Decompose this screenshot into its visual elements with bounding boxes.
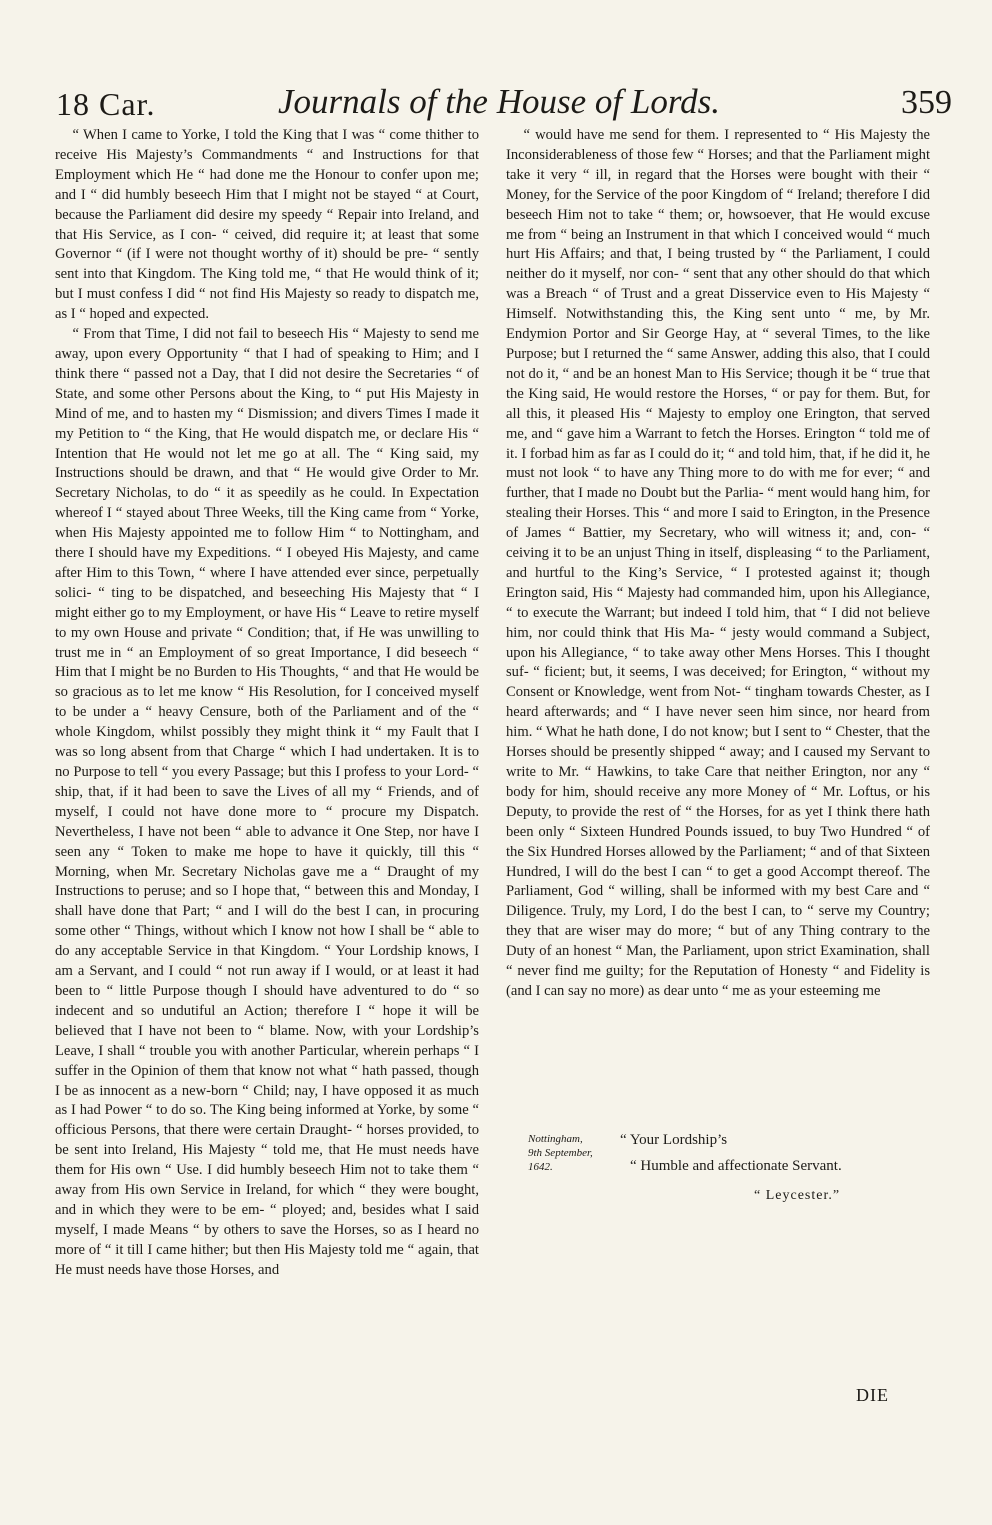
catchword: DIE <box>856 1385 889 1405</box>
left-column <box>55 126 479 1281</box>
sig-closing: “ Humble and affectionate Servant. <box>630 1158 842 1174</box>
paragraph: “ would have me send for them. I represented to “ His Majesty the Inconsiderableness of those few “ Horses; and that the Parliament might take it very “ ill, in regard that the Horses were bought with their “ Money, for the Service of the poor Kingdom of “ Ireland; therefore I did beseech Him not to take “ them; or, howsoever, that He would excuse me from “ being an Instrument in that which I conceived would “ much hurt His Affairs; and that, I being trusted by “ the Parliament, I could neither do it myself, nor con- “ sent that any other should do that which was a Breach “ of Trust and a great Disservice even to His Majesty “ Himself. Notwithstanding this, the King sent unto “ me, by Mr. Endymion Portor and Sir George Hay, at “ several Times, to the like Purpose; but I returned the “ same Answer, adding this also, that I could not do it, “ and be an honest Man to His Service; though it be “ true that the King said, He would restore the Horses, “ or pay for them. But, for all this, it pleased His “ Majesty to employ one Erington, that served me, and “ gave him a Warrant to fetch the Horses. Erington “ told me of it. I forbad him as far as I could do it; “ and told him, that, if he did it, he must not look “ to have any Thing more to do with me for ever; “ and further, that I made no Doubt but the Parlia- “ ment would hang him, for stealing their Horses. This “ and more I said to Erington, in the Presence of James “ Battier, my Secretary, who will witness it; and, con- “ ceiving it to be an unjust Thing in itself, displeasing “ to the Parliament, and hurtful to the King’s Service, “ I protested against it; though Erington said, His “ Majesty had commanded him, upon his Allegiance, “ to execute the Warrant; but indeed I told him, that “ I did not believe him, nor could think that His Ma- “ jesty would command a Subject, upon his Allegiance, “ to take away other Mens Horses. This I thought suf- “ ficient; but, it seems, I was deceived; for Erington, “ without my Consent or Knowledge, went from Not- “ tingham towards Chester, as I heard afterwards; and “ I have never seen him since, nor heard from him. “ What he hath done, I do not know; but I sent to “ Chester, that the Horses should be presently shipped “ away; and I caused my Servant to write to Mr. “ Hawkins, to take Care that neither Erington, nor any “ body for him, should receive any more Money of “ Mr. Loftus, or his Deputy, to provide the rest of “ the Horses, for as yet I think there hath been only “ Sixteen Hundred Pounds issued, to buy Two Hundred “ of the Six Hundred Horses allowed by the Parliament; “ and of that Sixteen Hundred, I will do the best I can “ to get a good Accompt thereof. The Parliament, God “ willing, shall be informed with my best Care and “ Diligence. Truly, my Lord, I do the best I can, to “ serve my Country; they that are wiser may do more; “ but of any Thing contrary to the Duty of an honest “ Man, the Parliament, upon strict Examination, shall “ never find me guilty; for the Reputation of Honesty “ and Fidelity is (and I can say no more) as dear unto “ me as your esteeming me <box>506 127 930 999</box>
paragraph: “ From that Time, I did not fail to beseech His “ Majesty to send me away, upon every Opportunity “ that I had of speaking to Him; and I think there “ passed not a Day, that I did not desire the Secretaries “ of State, and some other Persons about the King, to “ put His Majesty in Mind of me, and to hasten my “ Dismission; and divers Times I made it my Petition to “ the King, that He would dispatch me, or declare His “ Intention that He would not let me go at all. The “ King said, my Instructions should be drawn, and that “ He would give Order to Mr. Secretary Nicholas, to do “ it as speedily as he could. In Expectation whereof I “ stayed about Three Weeks, till the King came from “ Yorke, when His Majesty appointed me to follow Him “ to Nottingham, and there I should have my Expeditions. “ I obeyed His Majesty, and came after Him to this Town, “ where I have attended ever since, perpetually solici- “ ting to be dispatched, and beseeching His Majesty that “ I might either go to my Employment, or have His “ Leave to retire myself to my own House and private “ Condition; that, if He was unwilling to trust me in “ an Employment of so great Importance, I did beseech “ Him that I might be no Burden to His Thoughts, “ and that He would be so gracious as to let me know “ His Resolution, for I conceived myself to be under a “ heavy Censure, both of the Parliament and of the “ whole Kingdom, whilst possibly they might think it “ my Fault that I was so long absent from that Charge “ which I had undertaken. It is to no Purpose to tell “ you every Passage; but this I profess to your Lord- “ ship, that, if it had been to save the Lives of all my “ Friends, and of myself, I could not have done more to “ procure my Dispatch. Nevertheless, I have not been “ able to advance it One Step, nor have I seen any “ Token to make me hope to have it quickly, till this “ Morning, when Mr. Secretary Nicholas gave me a “ Draught of my Instructions to peruse; and so I hope that, “ between this and Monday, I shall have done that Part; “ and I will do the best I can, in procuring some other “ Things, without which I know not how I shall be “ able to do any acceptable Service in that Kingdom. “ Your Lordship knows, I am a Servant, and I could “ not run away if I would, or at least it had been to “ little Purpose though I should have adventured to do “ so indecent and so undutiful an Action; therefore I “ hope it will be believed that I have not been to “ blame. Now, with your Lordship’s Leave, I shall “ trouble you with another Particular, wherein perhaps “ I suffer in the Opinion of them that know not what “ hath passed, though I be as innocent as a new-born “ Child; nay, I have opposed it as much as I had Power “ to do so. The King being informed at Yorke, by some “ officious Persons, that there were certain Draught- “ horses provided, to be sent into Ireland, His Majesty “ told me, that He must needs have them for His own “ Use. I did humbly beseech Him not to take them “ away from His own Service in Ireland, for which “ they were bought, and in which they were to be em- “ ployed; and, besides what I said myself, I made Means “ by others to save the Horses, so as I heard no more of “ it till I came hither; but then His Majesty told me “ again, that He must needs have those Horses, and <box>55 326 479 1278</box>
page-header <box>40 70 958 130</box>
signature-block <box>506 1128 930 1218</box>
sig-name: “ Leycester.” <box>754 1188 841 1203</box>
regnal-year: 18 Car. <box>56 86 156 122</box>
sig-salutation: “ Your Lordship’s <box>620 1132 728 1148</box>
paragraph: “ When I came to Yorke, I told the King that I was “ come thither to receive His Majesty’s Commandments “ and Instructions for that Employment which He “ had done me the Honour to confer upon me; and I “ did humbly beseech Him that I might not be stayed “ at Court, because the Parliament did desire my speedy “ Repair into Ireland, and that His Service, as I con- “ ceived, did require it; at least that some Governor “ (if I were not thought worthy of it) should be pre- “ sently sent into that Kingdom. The King told me, “ that He would think of it; but I must confess I did “ not find His Majesty so ready to dispatch me, as I “ hoped and expected. <box>55 127 479 323</box>
sig-place: Nottingham, <box>528 1133 583 1145</box>
place-and-date <box>528 1132 593 1174</box>
sig-date: 9th September, <box>528 1147 593 1159</box>
right-column <box>506 126 930 1002</box>
sig-year: 1642. <box>528 1161 553 1173</box>
page-number: 359 <box>901 84 952 121</box>
running-title: Journals of the House of Lords. <box>277 82 721 121</box>
